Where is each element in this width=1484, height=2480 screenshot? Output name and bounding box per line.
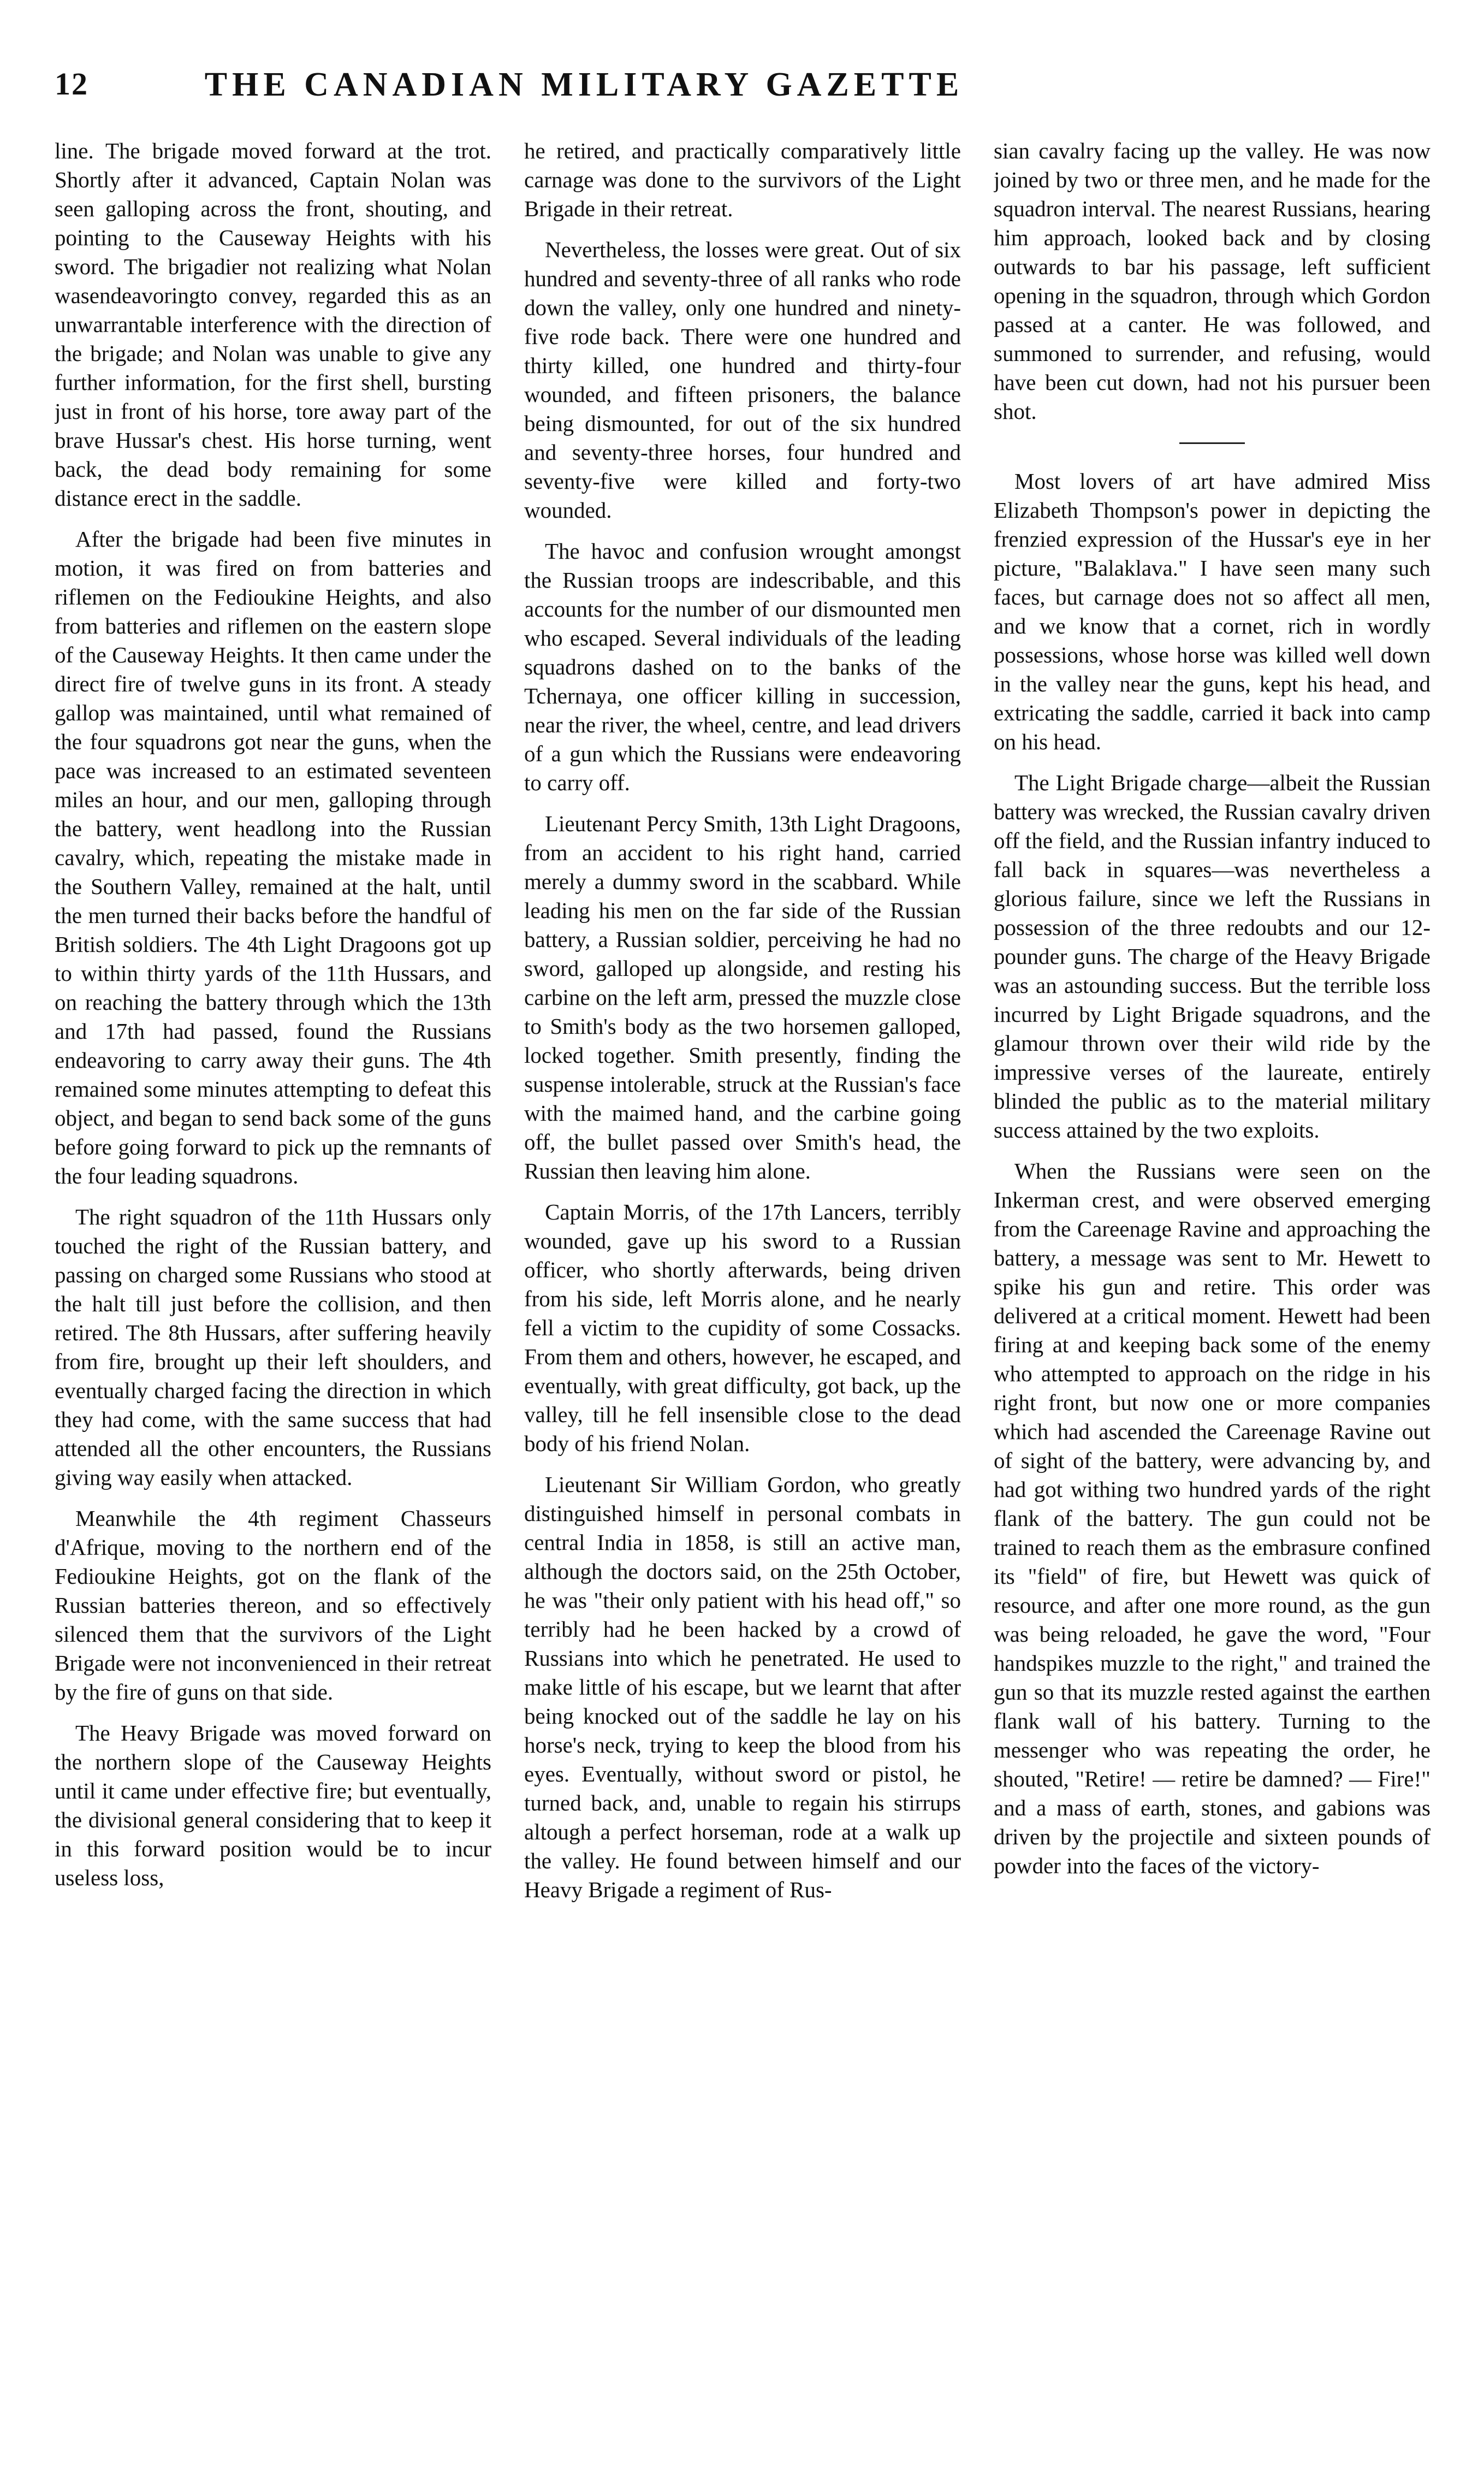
paragraph: Lieutenant Sir William Gordon, who greatly distinguished himself in personal combats in central India in 1858, is still an active man, although the doctors said, on the 25th October, he was "their only patient with his head off," so terribly had he been hacked by a crowd of Russians into which he penetrated. He used to make little of his escape, but we learnt that after being knocked out of the saddle he lay on his horse's neck, trying to keep the blood from his eyes. Eventually, without sword or pistol, he turned back, and, unable to regain his stirrups altough a perfect horseman, rode at a walk up the valley. He found between himself and our Heavy Brigade a regiment of Rus- <box>524 1472 961 1902</box>
article-columns <box>55 137 1430 2452</box>
paragraph: Most lovers of art have admired Miss Elizabeth Thompson's power in depicting the frenzied expression of the Hussar's eye in her picture, "Balaklava." I have seen many such faces, but carnage does not so affect all men, and we know that a cornet, rich in wordly possessions, whose horse was killed well down in the valley near the guns, kept his head, and extricating the saddle, carried it back into camp on his head. <box>994 469 1430 754</box>
paragraph: line. The brigade moved forward at the trot. Shortly after it advanced, Captain Nolan was seen galloping across the front, shouting, and pointing to the Causeway Heights with his sword. The brigadier not realizing what Nolan wasendeavoringto convey, regarded this as an unwarrantable interference with the direction of the brigade; and Nolan was unable to give any further information, for the first shell, bursting just in front of his horse, tore away part of the brave Hussar's chest. His horse turning, went back, the dead body remaining for some distance erect in the saddle. <box>55 138 491 511</box>
paragraph: Meanwhile the 4th regiment Chasseurs d'Afrique, moving to the northern end of the Fedioukine Heights, got on the flank of the Russian batteries thereon, and so effectively silenced them that the survivors of the Light Brigade were not inconvenienced in their retreat by the fire of guns on that side. <box>55 1506 491 1704</box>
paragraph: Nevertheless, the losses were great. Out of six hundred and seventy-three of all ranks who rode down the valley, only one hundred and ninety-five rode back. There were one hundred and thirty killed, one hundred and thirty-four wounded, and fifteen prisoners, the balance being dismounted, for out of the six hundred and seventy-three horses, four hundred and seventy-five were killed and forty-two wounded. <box>524 237 961 523</box>
section-divider <box>1179 442 1245 444</box>
paragraph: he retired, and practically comparatively little carnage was done to the survivors of the Light Brigade in their retreat. <box>524 138 961 221</box>
column-3 <box>994 137 1430 2452</box>
paragraph: Captain Morris, of the 17th Lancers, terribly wounded, gave up his sword to a Russian officer, who shortly afterwards, being driven from his side, left Morris alone, and he nearly fell a victim to the cupidity of some Cossacks. From them and others, however, he escaped, and eventually, with great difficulty, got back, up the valley, till he fell insensible close to the dead body of his friend Nolan. <box>524 1199 961 1456</box>
paragraph: The Heavy Brigade was moved forward on the northern slope of the Causeway Heights until it came under effective fire; but eventually, the divisional general considering that to keep it in this forward position would be to incur useless loss, <box>55 1720 491 1890</box>
column-1 <box>55 137 491 2452</box>
paragraph: Lieutenant Percy Smith, 13th Light Dragoons, from an accident to his right hand, carried merely a dummy sword in the scabbard. While leading his men on the far side of the Russian battery, a Russian soldier, perceiving he had no sword, galloped up alongside, and resting his carbine on the left arm, pressed the muzzle close to Smith's body as the two horsemen galloped, locked together. Smith presently, finding the suspense intolerable, struck at the Russian's face with the maimed hand, and the carbine going off, the bullet passed over Smith's head, the Russian then leaving him alone. <box>524 811 961 1183</box>
paragraph: The Light Brigade charge—albeit the Russian battery was wrecked, the Russian cavalry driven off the field, and the Russian infantry induced to fall back in squares—was nevertheless a glorious failure, since we left the Russians in possession of the three redoubts and our 12-pounder guns. The charge of the Heavy Brigade was an astounding success. But the terrible loss incurred by Light Brigade squadrons, and the glamour thrown over their wild ride by the impressive verses of the laureate, entirely blinded the public as to the material military success attained by the two exploits. <box>994 770 1430 1143</box>
paragraph: When the Russians were seen on the Inkerman crest, and were observed emerging from the Careenage Ravine and approaching the battery, a message was sent to Mr. Hewett to spike his gun and retire. This order was delivered at a critical moment. Hewett had been firing at and keeping back some of the enemy who attempted to approach on the ridge in his right front, but now one or more companies which had ascended the Careenage Ravine out of sight of the battery, were advancing by, and had got withing two hundred yards of the right flank of the battery. The gun could not be trained to reach them as the embrasure confined its "field" of fire, but Hewett was quick of resource, and after one more round, as the gun was being reloaded, he gave the word, "Four handspikes muzzle to the right," and trained the gun so that its muzzle rested against the earthen flank wall of his battery. Turning to the messenger who was repeating the order, he shouted, "Retire! — retire be damned? — Fire!" and a mass of earth, stones, and gabions was driven by the projectile and sixteen pounds of powder into the faces of the victory- <box>994 1158 1430 1878</box>
paragraph: sian cavalry facing up the valley. He was now joined by two or three men, and he made for the squadron interval. The nearest Russians, hearing him approach, looked back and by closing outwards to bar his passage, left sufficient opening in the squadron, through which Gordon passed at a canter. He was followed, and summoned to surrender, and refusing, would have been cut down, had not his pursuer been shot. <box>994 138 1430 424</box>
column-2 <box>524 137 961 2452</box>
page-header <box>55 66 1114 115</box>
paragraph: The havoc and confusion wrought amongst the Russian troops are indescribable, and this accounts for the number of our dismounted men who escaped. Several individuals of the leading squadrons dashed on to the banks of the Tchernaya, one officer killing in succession, near the river, the wheel, centre, and lead drivers of a gun which the Russians were endeavoring to carry off. <box>524 538 961 795</box>
page-number: 12 <box>55 66 88 102</box>
paragraph: After the brigade had been five minutes in motion, it was fired on from batteries and riflemen on the Fedioukine Heights, and also from batteries and riflemen on the eastern slope of the Causeway Heights. It then came under the direct fire of twelve guns in its front. A steady gallop was maintained, until what remained of the four squadrons got near the guns, when the pace was increased to an estimated seventeen miles an hour, and our men, galloping through the battery, went headlong into the Russian cavalry, which, repeating the mistake made in the Southern Valley, remained at the halt, until the men turned their backs before the handful of British soldiers. The 4th Light Dragoons got up to within thirty yards of the 11th Hussars, and on reaching the battery through which the 13th and 17th had passed, found the Russians endeavoring to carry away their guns. The 4th remained some minutes attempting to defeat this object, and began to send back some of the guns before going forward to pick up the remnants of the four leading squadrons. <box>55 526 491 1188</box>
paragraph: The right squadron of the 11th Hussars only touched the right of the Russian battery, and passing on charged some Russians who stood at the halt till just before the collision, and then retired. The 8th Hussars, after suffering heavily from fire, brought up their left shoulders, and eventually charged facing the direction in which they had come, with the same success that had attended all the other encounters, the Russians giving way easily when attacked. <box>55 1204 491 1490</box>
masthead-title: THE CANADIAN MILITARY GAZETTE <box>204 66 964 103</box>
